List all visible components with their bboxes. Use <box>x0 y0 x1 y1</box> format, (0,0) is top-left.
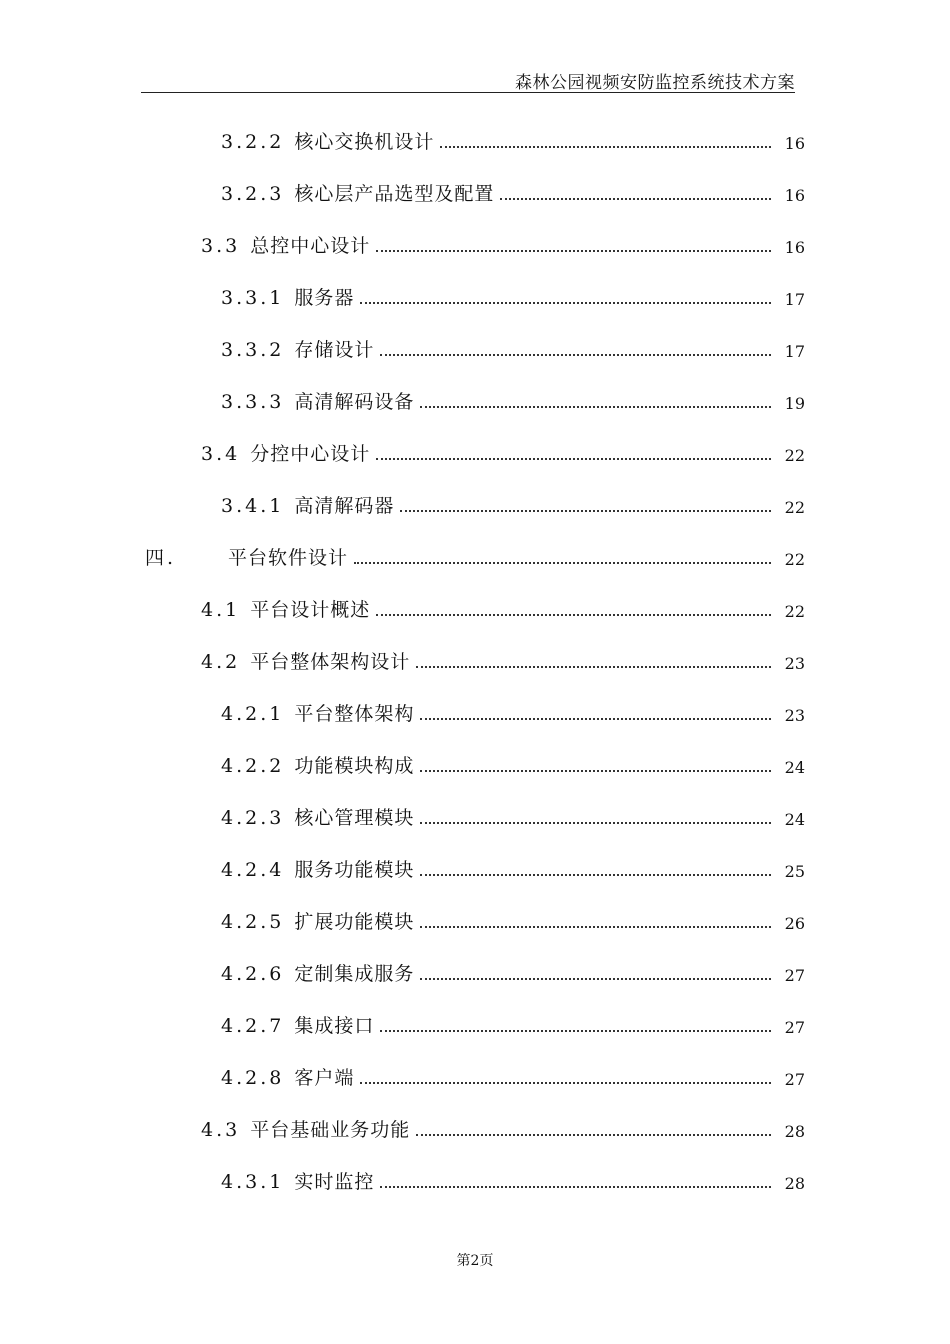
toc-entry-page: 23 <box>784 654 805 673</box>
toc-entry[interactable] <box>221 1060 805 1090</box>
toc-entry[interactable] <box>221 696 805 726</box>
toc-entry[interactable] <box>221 956 805 986</box>
toc-entry-page: 27 <box>784 1018 805 1037</box>
toc-entry-label <box>201 1115 410 1142</box>
toc-entry[interactable] <box>221 124 805 154</box>
toc-entry-page: 17 <box>784 290 805 309</box>
toc-entry-number: 4.2.3 <box>221 807 285 829</box>
toc-entry[interactable] <box>201 592 805 622</box>
toc-entry-label <box>221 699 414 726</box>
toc-entry-number: 3.4 <box>201 443 241 465</box>
toc-entry-label <box>221 335 374 362</box>
toc-entry-label <box>221 1167 374 1194</box>
toc-entry-number: 4.2.5 <box>221 911 285 933</box>
toc-dot-leader <box>420 400 771 408</box>
toc-dot-leader <box>420 712 771 720</box>
toc-entry-title: 分控中心设计 <box>250 443 371 465</box>
toc-entry-title: 平台整体架构设计 <box>250 651 411 673</box>
toc-entry-title: 高清解码设备 <box>294 391 415 413</box>
toc-entry-title: 核心管理模块 <box>294 807 415 829</box>
toc-entry[interactable] <box>221 1164 805 1194</box>
toc-entry-title: 核心交换机设计 <box>294 131 435 153</box>
toc-entry-page: 26 <box>784 914 805 933</box>
toc-entry[interactable] <box>221 280 805 310</box>
toc-entry[interactable] <box>145 540 805 570</box>
toc-dot-leader <box>376 608 771 616</box>
toc-entry[interactable] <box>221 748 805 778</box>
toc-entry-page: 22 <box>784 498 805 517</box>
toc-entry-number: 4.3 <box>201 1119 241 1141</box>
header-divider <box>141 92 795 93</box>
toc-entry-label <box>221 283 354 310</box>
toc-entry-page: 23 <box>784 706 805 725</box>
toc-entry-number: 四. <box>145 547 177 569</box>
toc-dot-leader <box>416 660 771 668</box>
toc-entry-number: 3.4.1 <box>221 495 285 517</box>
toc-entry-number: 3.3.1 <box>221 287 285 309</box>
toc-entry-title: 平台基础业务功能 <box>250 1119 411 1141</box>
toc-entry[interactable] <box>221 904 805 934</box>
toc-entry-number: 4.2.4 <box>221 859 285 881</box>
toc-entry-label <box>201 595 370 622</box>
toc-dot-leader <box>380 348 771 356</box>
toc-entry-page: 16 <box>784 186 805 205</box>
toc-entry-page: 19 <box>784 394 805 413</box>
toc-entry-page: 24 <box>784 810 805 829</box>
toc-entry-label <box>145 543 348 570</box>
toc-entry-label <box>221 959 414 986</box>
toc-entry-number: 3.2.2 <box>221 131 285 153</box>
toc-dot-leader <box>400 504 771 512</box>
toc-entry[interactable] <box>221 176 805 206</box>
toc-entry-number: 3.3.3 <box>221 391 285 413</box>
toc-entry[interactable] <box>221 852 805 882</box>
toc-entry-number: 3.3 <box>201 235 241 257</box>
page-number: 第2页 <box>456 1253 494 1269</box>
toc-entry-title: 总控中心设计 <box>250 235 371 257</box>
toc-entry-page: 27 <box>784 966 805 985</box>
toc-dot-leader <box>420 868 771 876</box>
toc-entry[interactable] <box>221 332 805 362</box>
toc-entry-title: 存储设计 <box>294 339 375 361</box>
toc-entry-page: 22 <box>784 446 805 465</box>
toc-entry[interactable] <box>201 228 805 258</box>
toc-entry-number: 4.2.8 <box>221 1067 285 1089</box>
toc-entry-label <box>221 907 414 934</box>
toc-dot-leader <box>376 452 771 460</box>
toc-entry-number: 4.3.1 <box>221 1171 285 1193</box>
toc-entry-label <box>201 439 370 466</box>
toc-entry-title: 功能模块构成 <box>294 755 415 777</box>
toc-entry-label <box>221 803 414 830</box>
toc-entry[interactable] <box>201 1112 805 1142</box>
toc-dot-leader <box>354 556 771 564</box>
toc-dot-leader <box>376 244 771 252</box>
toc-entry-title: 定制集成服务 <box>294 963 415 985</box>
toc-entry-title: 服务器 <box>294 287 355 309</box>
toc-entry-page: 24 <box>784 758 805 777</box>
toc-entry-number: 4.2.2 <box>221 755 285 777</box>
toc-dot-leader <box>500 192 771 200</box>
toc-entry-label <box>221 179 494 206</box>
toc-entry-label <box>221 751 414 778</box>
toc-entry-label <box>221 127 434 154</box>
toc-dot-leader <box>420 816 771 824</box>
toc-entry[interactable] <box>221 488 805 518</box>
toc-entry-label <box>201 231 370 258</box>
toc-entry-number: 4.2.6 <box>221 963 285 985</box>
toc-entry-title: 平台设计概述 <box>250 599 371 621</box>
toc-entry-number: 3.2.3 <box>221 183 285 205</box>
toc-entry[interactable] <box>221 384 805 414</box>
toc-dot-leader <box>420 972 771 980</box>
toc-entry-number: 4.1 <box>201 599 241 621</box>
toc-dot-leader <box>440 140 771 148</box>
toc-entry-number: 4.2.7 <box>221 1015 285 1037</box>
toc-entry-page: 22 <box>784 550 805 569</box>
toc-entry[interactable] <box>201 436 805 466</box>
toc-dot-leader <box>380 1180 771 1188</box>
toc-entry-page: 28 <box>784 1174 805 1193</box>
toc-dot-leader <box>380 1024 771 1032</box>
toc-entry-title: 集成接口 <box>294 1015 375 1037</box>
toc-entry-title: 扩展功能模块 <box>294 911 415 933</box>
toc-entry-label <box>221 491 394 518</box>
toc-entry-number: 3.3.2 <box>221 339 285 361</box>
page-header: 森林公园视频安防监控系统技术方案 <box>515 73 795 93</box>
toc-dot-leader <box>420 764 771 772</box>
toc-entry-number: 4.2 <box>201 651 241 673</box>
toc-entry-page: 17 <box>784 342 805 361</box>
toc-entry-title: 平台软件设计 <box>228 547 349 569</box>
toc-entry-label <box>221 1063 354 1090</box>
toc-dot-leader <box>420 920 771 928</box>
toc-entry-label <box>221 387 414 414</box>
toc-entry-label <box>201 647 410 674</box>
toc-dot-leader <box>360 1076 771 1084</box>
toc-entry-page: 25 <box>784 862 805 881</box>
toc-entry[interactable] <box>221 800 805 830</box>
toc-entry-number: 4.2.1 <box>221 703 285 725</box>
toc-entry-title: 平台整体架构 <box>294 703 415 725</box>
toc-entry-page: 22 <box>784 602 805 621</box>
toc-entry-page: 16 <box>784 238 805 257</box>
toc-entry[interactable] <box>201 644 805 674</box>
toc-entry-title: 高清解码器 <box>294 495 395 517</box>
toc-entry-label <box>221 855 414 882</box>
toc-entry-label <box>221 1011 374 1038</box>
toc-dot-leader <box>416 1128 771 1136</box>
toc-entry[interactable] <box>221 1008 805 1038</box>
toc-entry-title: 核心层产品选型及配置 <box>294 183 495 205</box>
toc-entry-page: 16 <box>784 134 805 153</box>
toc-entry-title: 客户端 <box>294 1067 355 1089</box>
toc-entry-title: 实时监控 <box>294 1171 375 1193</box>
toc-entry-page: 28 <box>784 1122 805 1141</box>
toc-dot-leader <box>360 296 771 304</box>
toc-entry-page: 27 <box>784 1070 805 1089</box>
toc-entry-title: 服务功能模块 <box>294 859 415 881</box>
